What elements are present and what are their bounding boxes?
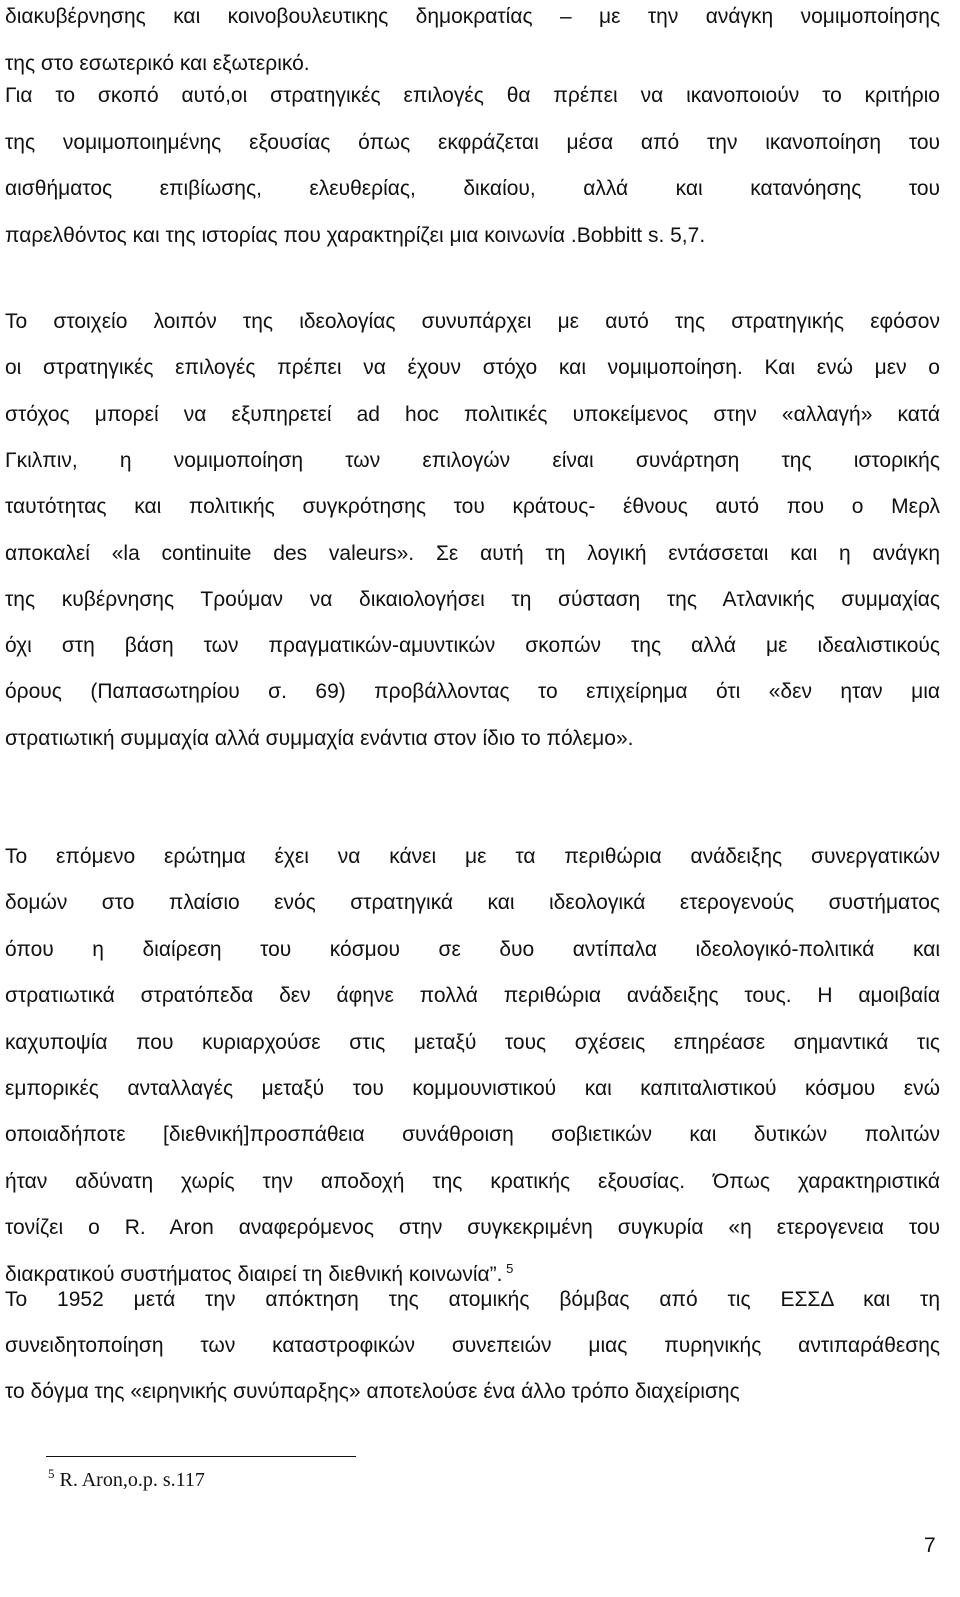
text-line: Το 1952 μετά την απόκτηση της ατομικής βόμβας από τις ΕΣΣΔ και τη bbox=[5, 1288, 940, 1311]
footnote-text: R. Aron,o.p. s.117 bbox=[59, 1469, 205, 1491]
text-line: όπου η διαίρεση του κόσμου σε δυο αντίπαλα ιδεολογικό-πολιτικά και bbox=[5, 937, 940, 961]
text-line: Το επόμενο ερώτημα έχει να κάνει με τα περιθώρια ανάδειξης συνεργατικών bbox=[5, 845, 940, 868]
text-line: οι στρατηγικές επιλογές πρέπει να έχουν στόχο και νομιμοποίηση. Και ενώ μεν ο bbox=[5, 356, 940, 380]
text-line: τονίζει ο R. Aron αναφερόμενος στην συγκεκριμένη συγκυρία «η ετερογενεια του bbox=[5, 1216, 940, 1240]
text-line: Το στοιχείο λοιπόν της ιδεολογίας συνυπάρχει με αυτό της στρατηγικής εφόσον bbox=[5, 310, 940, 333]
footnote bbox=[48, 1466, 205, 1494]
text-line: διακυβέρνησης και κοινοβουλευτικης δημοκρατίας – με την ανάγκη νομιμοποίησης bbox=[5, 5, 940, 28]
text-line: στόχος μπορεί να εξυπηρετεί ad hoc πολιτικές υποκείμενος στην «αλλαγή» κατά bbox=[5, 402, 940, 426]
text-line: ταυτότητας και πολιτικής συγκρότησης του κράτους- έθνους αυτό που ο Μερλ bbox=[5, 495, 940, 519]
text-line: Γκιλπιν, η νομιμοποίηση των επιλογών είναι συνάρτηση της ιστορικής bbox=[5, 448, 940, 472]
text-line: παρελθόντος και της ιστορίας που χαρακτηρίζει μια κοινωνία .Bobbitt s. 5,7. bbox=[5, 223, 706, 247]
text-line: της κυβέρνησης Τρούμαν να δικαιολογήσει τη σύσταση της Ατλανικής συμμαχίας bbox=[5, 587, 940, 611]
footnote-reference: 5 bbox=[502, 1260, 514, 1276]
text-line: αισθήματος επιβίωσης, ελευθερίας, δικαίου, αλλά και κατανόησης του bbox=[5, 177, 940, 200]
text-line: της στο εσωτερικό και εξωτερικό. bbox=[5, 51, 310, 75]
footnote-number: 5 bbox=[48, 1466, 55, 1481]
text-line: καχυποψία που κυριαρχούσε στις μεταξύ τους σχέσεις επηρέασε σημαντικά τις bbox=[5, 1030, 940, 1054]
text-line: της νομιμοποιημένης εξουσίας όπως εκφράζεται μέσα από την ικανοποίηση του bbox=[5, 130, 940, 154]
text-line: όχι στη βάση των πραγματικών-αμυντικών σκοπών της αλλά με ιδεαλιστικούς bbox=[5, 634, 940, 658]
text-line: στρατιωτική συμμαχία αλλά συμμαχία ενάντια στον ίδιο το πόλεμο». bbox=[5, 726, 634, 750]
text-line: διακρατικού συστήματος διαιρεί τη διεθνική κοινωνία”. $^5$ bbox=[5, 1260, 514, 1286]
text-line: ήταν αδύνατη χωρίς την αποδοχή της κρατικής εξουσίας. Όπως χαρακτηριστικά bbox=[5, 1169, 940, 1193]
text-line: εμπορικές ανταλλαγές μεταξύ του κομμουνιστικού και καπιταλιστικού κόσμου ενώ bbox=[5, 1077, 940, 1100]
text-line: οποιαδήποτε [διεθνική]προσπάθεια συνάθροιση σοβιετικών και δυτικών πολιτών bbox=[5, 1123, 940, 1147]
footnote-separator bbox=[46, 1456, 356, 1457]
text-line: δομών στο πλαίσιο ενός στρατηγικά και ιδεολογικά ετερογενούς συστήματος bbox=[5, 891, 940, 915]
text-line: Για το σκοπό αυτό,οι στρατηγικές επιλογές θα πρέπει να ικανοποιούν το κριτήριο bbox=[5, 84, 940, 107]
text-line: συνειδητοποίηση των καταστροφικών συνεπειών μιας πυρηνικής αντιπαράθεσης bbox=[5, 1334, 940, 1357]
text-line: αποκαλεί «la continuite des valeurs». Σε αυτή τη λογική εντάσσεται και η ανάγκη bbox=[5, 541, 940, 565]
text-line: στρατιωτικά στρατόπεδα δεν άφηνε πολλά περιθώρια ανάδειξης τους. Η αμοιβαία bbox=[5, 984, 940, 1008]
text-line: το δόγμα της «ειρηνικής συνύπαρξης» αποτελούσε ένα άλλο τρόπο διαχείρισης bbox=[5, 1380, 740, 1403]
page-number: 7 bbox=[924, 1534, 936, 1557]
text-line: όρους (Παπασωτηρίου σ. 69) προβάλλοντας το επιχείρημα ότι «δεν ηταν μια bbox=[5, 680, 940, 704]
